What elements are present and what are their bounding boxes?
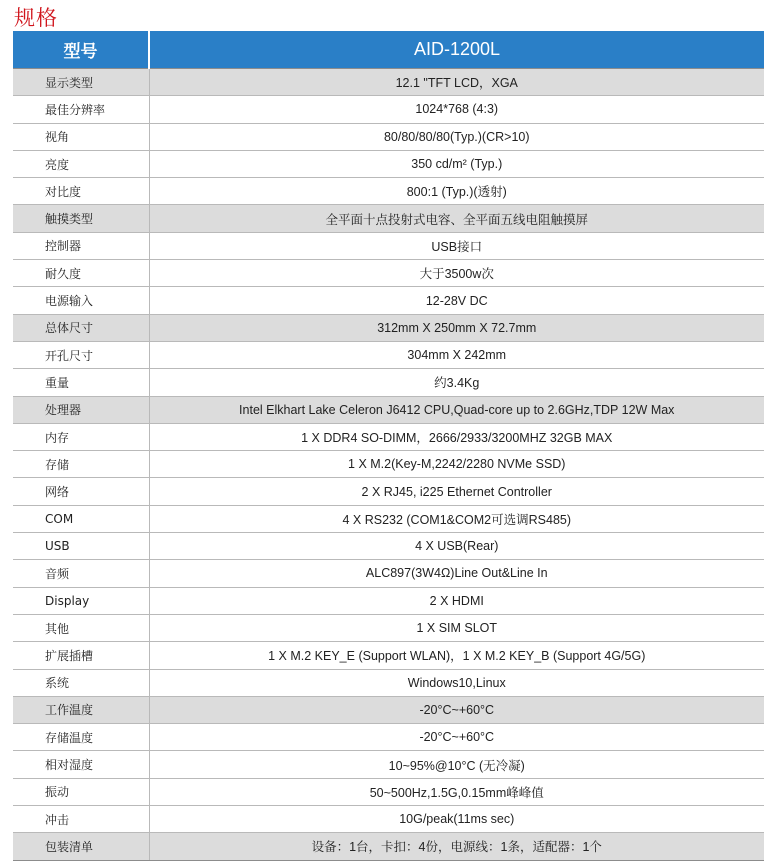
spec-value: 1024*768 (4:3) xyxy=(149,96,764,123)
spec-value: -20°C~+60°C xyxy=(149,724,764,751)
table-row xyxy=(13,478,764,505)
spec-label: 触摸类型 xyxy=(13,205,149,232)
spec-value: 50~500Hz,1.5G,0.15mm峰峰值 xyxy=(149,778,764,805)
spec-label: 系统 xyxy=(13,669,149,696)
table-row xyxy=(13,314,764,341)
spec-value: 12.1 "TFT LCD，XGA xyxy=(149,69,764,96)
spec-label: 亮度 xyxy=(13,150,149,177)
spec-label: 扩展插槽 xyxy=(13,642,149,669)
table-row xyxy=(13,806,764,833)
spec-label: 网络 xyxy=(13,478,149,505)
table-row xyxy=(13,260,764,287)
spec-label: 内存 xyxy=(13,423,149,450)
spec-value: 10G/peak(11ms sec) xyxy=(149,806,764,833)
spec-table xyxy=(13,31,764,861)
spec-label: 显示类型 xyxy=(13,69,149,96)
spec-value: Intel Elkhart Lake Celeron J6412 CPU,Quad-core up to 2.6GHz,TDP 12W Max xyxy=(149,396,764,423)
table-row xyxy=(13,232,764,259)
table-row xyxy=(13,369,764,396)
spec-label: 最佳分辨率 xyxy=(13,96,149,123)
spec-value: 1 X M.2(Key-M,2242/2280 NVMe SSD) xyxy=(149,451,764,478)
table-row xyxy=(13,505,764,532)
spec-value: 10~95%@10°C (无冷凝) xyxy=(149,751,764,778)
spec-value: 1 X DDR4 SO-DIMM，2666/2933/3200MHZ 32GB MAX xyxy=(149,423,764,450)
spec-value: -20°C~+60°C xyxy=(149,696,764,723)
spec-label: 其他 xyxy=(13,614,149,641)
spec-label: 开孔尺寸 xyxy=(13,341,149,368)
table-row xyxy=(13,150,764,177)
spec-label: 相对湿度 xyxy=(13,751,149,778)
spec-value: 4 X USB(Rear) xyxy=(149,533,764,560)
table-row xyxy=(13,614,764,641)
spec-body xyxy=(13,69,764,861)
spec-value: 4 X RS232 (COM1&COM2可选调RS485) xyxy=(149,505,764,532)
table-row xyxy=(13,669,764,696)
spec-label: 存储温度 xyxy=(13,724,149,751)
spec-label: 重量 xyxy=(13,369,149,396)
spec-label: 包装清单 xyxy=(13,833,149,860)
table-row xyxy=(13,833,764,860)
spec-value: 312mm X 250mm X 72.7mm xyxy=(149,314,764,341)
table-row xyxy=(13,423,764,450)
table-row xyxy=(13,696,764,723)
table-row xyxy=(13,341,764,368)
spec-value: Windows10,Linux xyxy=(149,669,764,696)
table-row xyxy=(13,123,764,150)
spec-value: 大于3500w次 xyxy=(149,260,764,287)
table-row xyxy=(13,778,764,805)
table-row xyxy=(13,96,764,123)
table-row xyxy=(13,642,764,669)
table-row xyxy=(13,205,764,232)
spec-label: 振动 xyxy=(13,778,149,805)
table-row xyxy=(13,560,764,587)
spec-label: 总体尺寸 xyxy=(13,314,149,341)
spec-value: 2 X RJ45, i225 Ethernet Controller xyxy=(149,478,764,505)
table-row xyxy=(13,396,764,423)
table-header-row xyxy=(13,31,764,69)
spec-value: 350 cd/m² (Typ.) xyxy=(149,150,764,177)
spec-label: 存储 xyxy=(13,451,149,478)
spec-value: 304mm X 242mm xyxy=(149,341,764,368)
spec-value: 12-28V DC xyxy=(149,287,764,314)
table-row xyxy=(13,751,764,778)
spec-label: 对比度 xyxy=(13,178,149,205)
spec-label: 控制器 xyxy=(13,232,149,259)
spec-value: USB接口 xyxy=(149,232,764,259)
spec-label: 冲击 xyxy=(13,806,149,833)
table-row xyxy=(13,178,764,205)
spec-label: 音频 xyxy=(13,560,149,587)
table-row xyxy=(13,533,764,560)
spec-label: 处理器 xyxy=(13,396,149,423)
spec-value: ALC897(3W4Ω)Line Out&Line In xyxy=(149,560,764,587)
spec-label: COM xyxy=(13,505,149,532)
spec-value: 1 X SIM SLOT xyxy=(149,614,764,641)
spec-value: 800:1 (Typ.)(透射) xyxy=(149,178,764,205)
spec-value: 1 X M.2 KEY_E (Support WLAN)，1 X M.2 KEY_B (Support 4G/5G) xyxy=(149,642,764,669)
spec-label: USB xyxy=(13,533,149,560)
spec-value: 全平面十点投射式电容、全平面五线电阻触摸屏 xyxy=(149,205,764,232)
spec-label: 视角 xyxy=(13,123,149,150)
table-row xyxy=(13,69,764,96)
table-row xyxy=(13,451,764,478)
header-label: 型号 xyxy=(13,31,149,69)
spec-value: 80/80/80/80(Typ.)(CR>10) xyxy=(149,123,764,150)
table-row xyxy=(13,724,764,751)
spec-label: 电源输入 xyxy=(13,287,149,314)
page-title: 规格 xyxy=(14,6,58,30)
spec-value: 设备：1台，卡扣：4份，电源线：1条，适配器：1个 xyxy=(149,833,764,860)
header-model: AID-1200L xyxy=(149,31,764,69)
spec-label: 耐久度 xyxy=(13,260,149,287)
table-row xyxy=(13,287,764,314)
spec-value: 约3.4Kg xyxy=(149,369,764,396)
spec-label: Display xyxy=(13,587,149,614)
table-row xyxy=(13,587,764,614)
spec-value: 2 X HDMI xyxy=(149,587,764,614)
spec-label: 工作温度 xyxy=(13,696,149,723)
